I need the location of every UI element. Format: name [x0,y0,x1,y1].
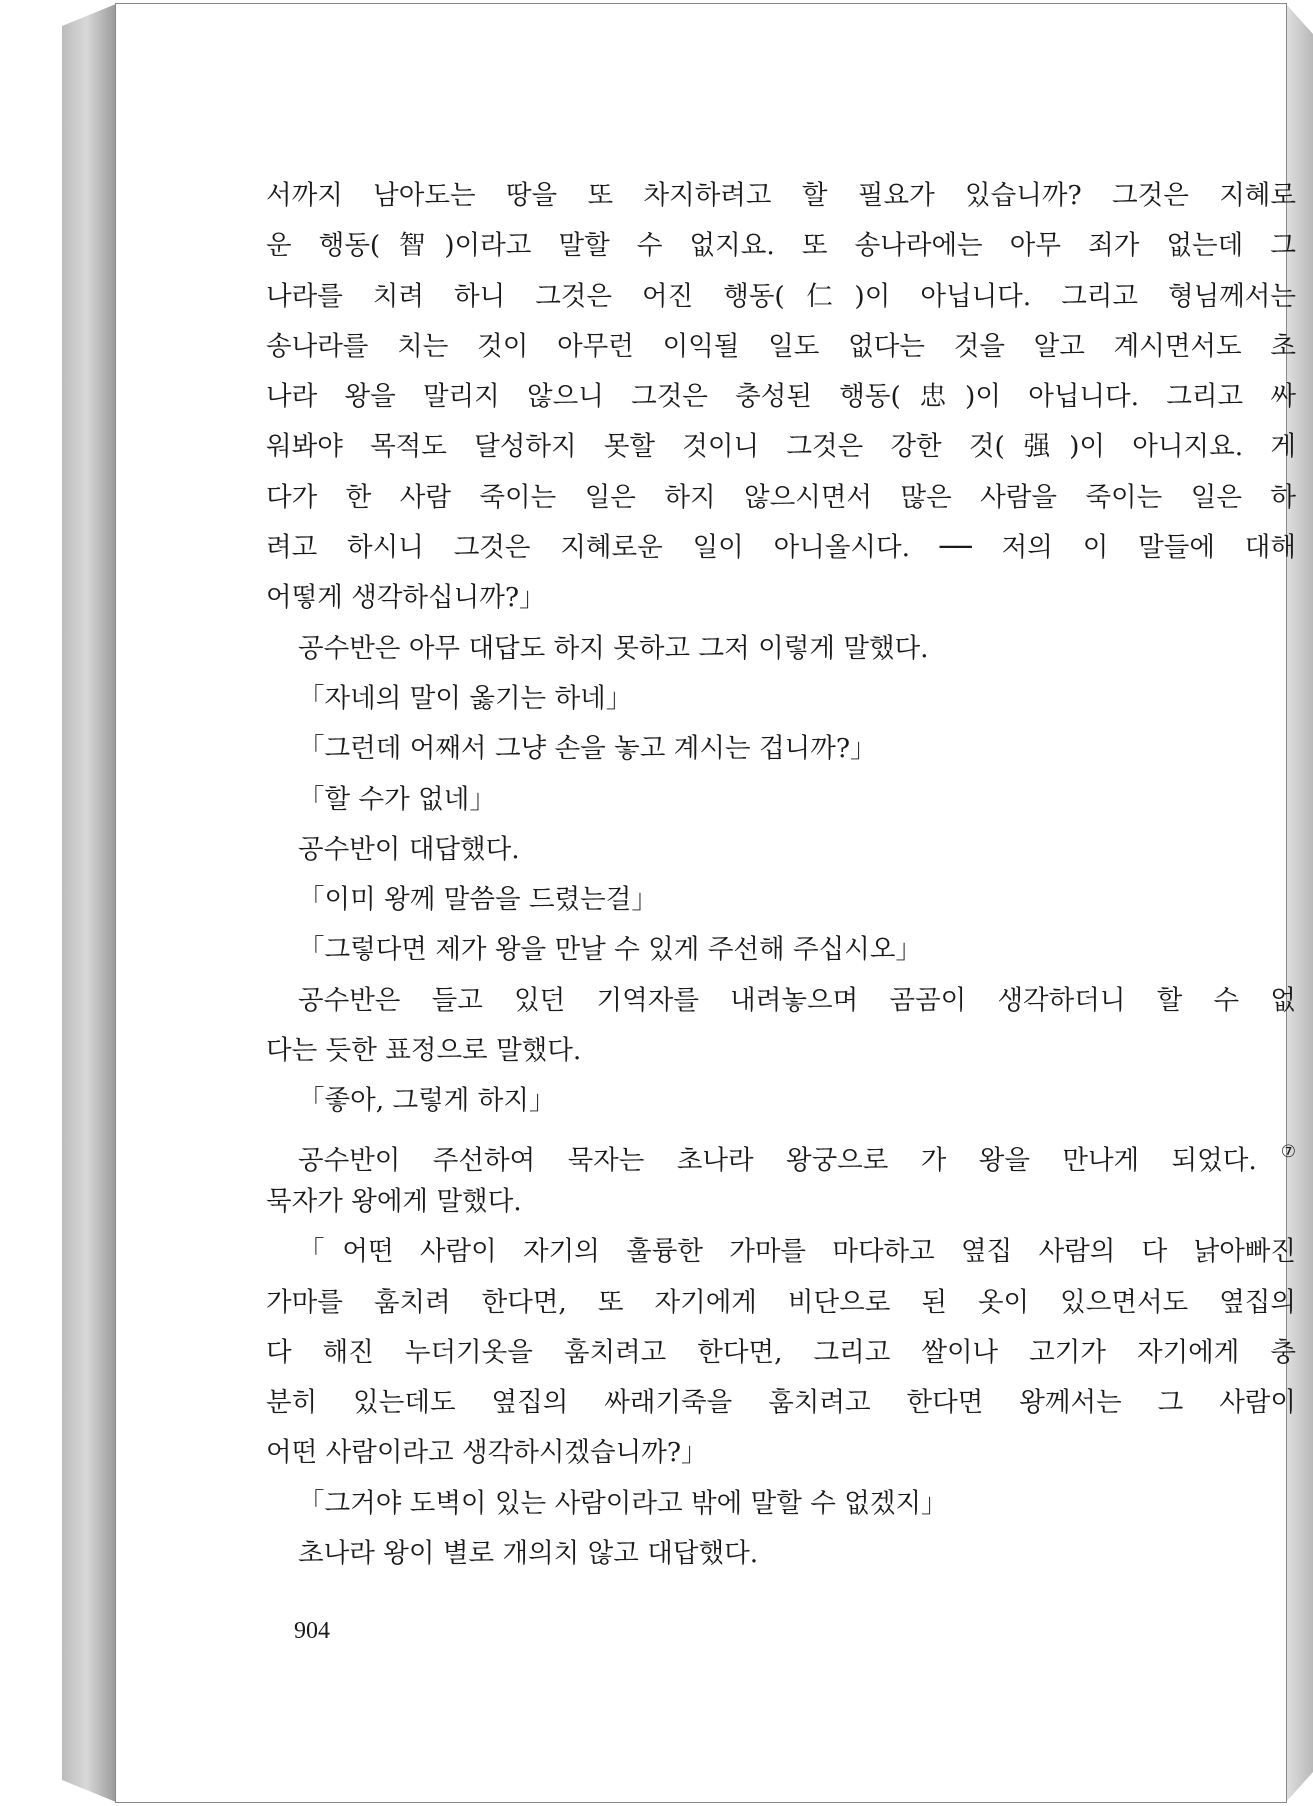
body-text [266,171,1296,1579]
text-line-content: 다가 한 사람 죽이는 일은 하지 않으시면서 많은 사람을 죽이는 일은 하 [266,481,1296,513]
text-line-content: 공수반은 아무 대답도 하지 못하고 그저 이렇게 말했다. [298,632,929,664]
text-line-content: 공수반이 주선하여 묵자는 초나라 왕궁으로 가 왕을 만나게 되었다. [298,1144,1257,1176]
text-line [266,322,1296,372]
text-line-content: 「자네의 말이 옳기는 하네」 [298,682,633,714]
text-line [266,272,1296,322]
text-line [266,976,1296,1026]
text-line [266,422,1296,472]
text-line-content: 「그런데 어째서 그냥 손을 놓고 계시는 겁니까?」 [298,733,877,765]
text-line-content: 「이미 왕께 말씀을 드렸는걸」 [298,884,658,916]
text-line [266,674,1296,724]
text-line-content: 워봐야 목적도 달성하지 못할 것이니 그것은 강한 것(强)이 아니지요. 게 [266,431,1296,463]
text-line-content: 분히 있는데도 옆집의 싸래기죽을 훔치려고 한다면 왕께서는 그 사람이 [266,1387,1296,1419]
text-line [266,221,1296,271]
text-line [266,473,1296,523]
text-line-content: 어떤 사람이라고 생각하시겠습니까?」 [266,1437,708,1469]
text-line-content: 「그거야 도벽이 있는 사람이라고 밖에 말할 수 없겠지」 [298,1487,948,1519]
text-line-content: 나라 왕을 말리지 않으니 그것은 충성된 행동(忠)이 아닙니다. 그리고 싸 [266,381,1296,413]
text-line [266,1378,1296,1428]
page-number: 904 [294,1618,330,1644]
text-line-content: 공수반이 대답했다. [298,833,520,865]
text-line [266,825,1296,875]
footnote-mark: ⑦ [1256,1141,1296,1162]
text-line [266,1076,1296,1126]
text-line-content: 가마를 훔치려 한다면, 또 자기에게 비단으로 된 옷이 있으면서도 옆집의 [266,1286,1296,1318]
text-line-content: 나라를 치려 하니 그것은 어진 행동(仁)이 아닙니다. 그리고 형님께서는 [266,280,1296,312]
text-line [266,1428,1296,1478]
text-line-content: 송나라를 치는 것이 아무런 이익될 일도 없다는 것을 알고 계시면서도 초 [266,330,1296,362]
text-line [266,372,1296,422]
text-line [266,573,1296,623]
text-line-content: 운 행동(智)이라고 말할 수 없지요. 또 송나라에는 아무 죄가 없는데 그 [266,230,1296,262]
book-page [116,4,1296,1802]
text-line [266,1127,1296,1177]
book-spine-edge [62,4,116,1802]
text-line [266,171,1296,221]
text-line-content: 「어떤 사람이 자기의 훌륭한 가마를 마다하고 옆집 사람의 다 낡아빠진 [298,1236,1296,1268]
text-line-content: 다는 듯한 표정으로 말했다. [266,1035,582,1067]
text-line [266,775,1296,825]
text-line [266,724,1296,774]
text-line-content: 「할 수가 없네」 [298,783,496,815]
text-line [266,1227,1296,1277]
text-line [266,1278,1296,1328]
text-line [266,1479,1296,1529]
text-line [266,1529,1296,1579]
text-line-content: 다 해진 누더기옷을 훔치려고 한다면, 그리고 쌀이나 고기가 자기에게 충 [266,1336,1296,1368]
text-line [266,1328,1296,1378]
text-line-content: 「좋아, 그렇게 하지」 [298,1085,556,1117]
text-line-content: 어떻게 생각하십니까?」 [266,582,546,614]
text-line-content: 려고 하시니 그것은 지혜로운 일이 아니올시다. ── 저의 이 말들에 대해 [266,532,1296,564]
text-line [266,624,1296,674]
text-line-content: 묵자가 왕에게 말했다. [266,1185,522,1217]
text-line [266,875,1296,925]
text-line-content: 초나라 왕이 별로 개의치 않고 대답했다. [298,1538,759,1570]
text-line-content: 공수반은 들고 있던 기역자를 내려놓으며 곰곰이 생각하더니 할 수 없 [298,984,1296,1016]
text-line [266,523,1296,573]
text-line [266,1177,1296,1227]
text-line [266,1026,1296,1076]
text-line [266,925,1296,975]
text-line-content: 서까지 남아도는 땅을 또 차지하려고 할 필요가 있습니까? 그것은 지혜로 [266,180,1296,211]
text-line-content: 「그렇다면 제가 왕을 만날 수 있게 주선해 주십시오」 [298,934,922,966]
